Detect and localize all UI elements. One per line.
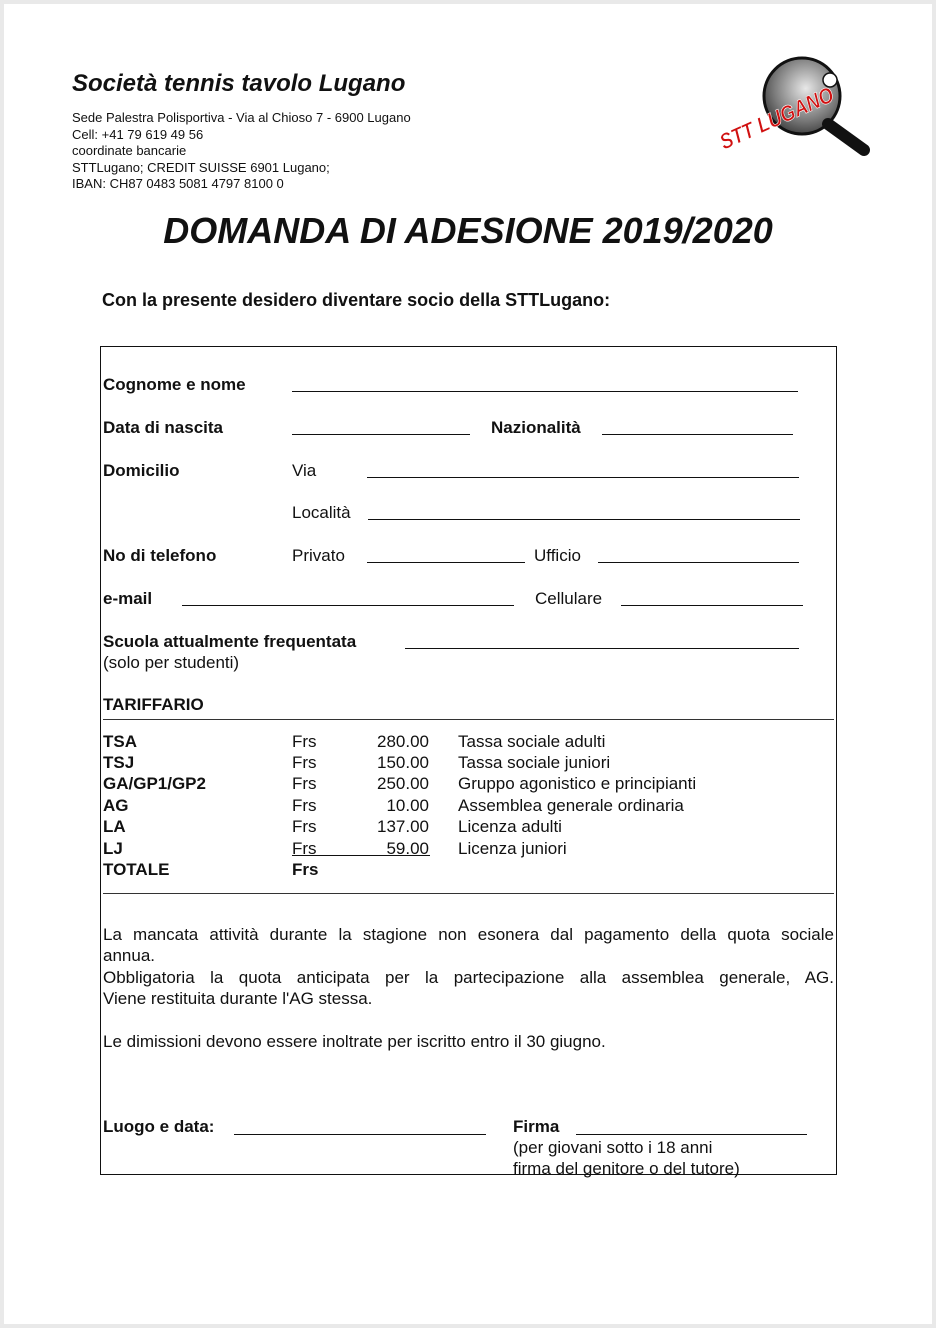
tariff-description: Gruppo agonistico e principianti	[458, 774, 697, 793]
mobile-label: Cellulare	[535, 589, 603, 608]
place-date-label: Luogo e data:	[103, 1117, 215, 1136]
street-field[interactable]	[367, 477, 799, 478]
phone-label: No di telefono	[103, 546, 217, 565]
private-phone-label: Privato	[292, 546, 345, 565]
office-phone-field[interactable]	[598, 562, 799, 563]
school-note: (solo per studenti)	[103, 653, 240, 672]
tariff-currency: Frs	[292, 774, 317, 793]
school-label: Scuola attualmente frequentata	[103, 632, 357, 651]
note-assembly-refund: Viene restituita durante l'AG stessa.	[103, 989, 373, 1008]
birthdate-label: Data di nascita	[103, 418, 223, 437]
document-title: DOMANDA DI ADESIONE 2019/2020	[163, 210, 773, 251]
tariff-currency: Frs	[292, 796, 317, 815]
tariff-code: LA	[103, 817, 126, 836]
signature-field[interactable]	[576, 1134, 807, 1135]
svg-text:STT LUGANO: STT LUGANO	[715, 73, 857, 155]
email-field[interactable]	[182, 605, 514, 606]
intro-text: Con la presente desidero diventare socio della STTLugano:	[102, 290, 611, 310]
tariff-currency: Frs	[292, 753, 317, 772]
note-activity-cont: annua.	[103, 946, 155, 965]
stt-lugano-logo	[704, 50, 874, 160]
bank-line: STTLugano; CREDIT SUISSE 6901 Lugano;	[72, 160, 330, 175]
tariff-amount: 250.00	[377, 774, 429, 793]
document-page	[4, 4, 932, 1324]
place-date-field[interactable]	[234, 1134, 486, 1135]
application-form	[100, 346, 837, 1178]
mobile-field[interactable]	[621, 605, 803, 606]
tariff-currency: Frs	[292, 732, 317, 751]
note-resignation: Le dimissioni devono essere inoltrate per iscritto entro il 30 giugno.	[103, 1032, 606, 1051]
total-label: TOTALE	[103, 860, 170, 879]
school-field[interactable]	[405, 648, 799, 649]
office-phone-label: Ufficio	[534, 546, 581, 565]
tariff-currency: Frs	[292, 817, 317, 836]
total-currency: Frs	[292, 860, 319, 879]
tariff-description: Licenza adulti	[458, 817, 562, 836]
name-label: Cognome e nome	[103, 375, 246, 394]
tariff-amount: 150.00	[377, 753, 429, 772]
tariff-amount: 59.00	[386, 839, 429, 858]
tariff-code: TSA	[103, 732, 137, 751]
bank-label: coordinate bancarie	[72, 143, 187, 158]
tariff-description: Assemblea generale ordinaria	[458, 796, 684, 815]
signature-note-cont: firma del genitore o del tutore)	[513, 1159, 740, 1178]
note-assembly-fee: Obbligatoria la quota anticipata per la partecipazione alla assemblea generale, AG.	[103, 968, 834, 987]
nationality-label: Nazionalità	[491, 418, 581, 437]
locality-field[interactable]	[368, 519, 800, 520]
tariff-amount: 137.00	[377, 817, 429, 836]
email-label: e-mail	[103, 589, 153, 608]
name-field[interactable]	[292, 391, 798, 392]
tariff-heading: TARIFFARIO	[103, 695, 204, 714]
address-line: Sede Palestra Polisportiva - Via al Chioso 7 - 6900 Lugano	[72, 110, 411, 125]
sum-underline	[292, 855, 430, 856]
organization-name: Società tennis tavolo Lugano	[72, 70, 406, 97]
cell-line: Cell: +41 79 619 49 56	[72, 127, 204, 142]
street-label: Via	[292, 461, 317, 480]
signature-note: (per giovani sotto i 18 anni	[513, 1138, 713, 1157]
tariff-description: Tassa sociale adulti	[458, 732, 606, 751]
tariff-top-divider	[103, 719, 834, 720]
tariff-code: TSJ	[103, 753, 135, 772]
tariff-code: LJ	[103, 839, 123, 858]
private-phone-field[interactable]	[367, 562, 525, 563]
tariff-description: Tassa sociale juniori	[458, 753, 611, 772]
birthdate-field[interactable]	[292, 434, 470, 435]
locality-label: Località	[292, 503, 351, 522]
tariff-code: AG	[103, 796, 129, 815]
tariff-bottom-divider	[103, 893, 834, 894]
tariff-amount: 10.00	[386, 796, 429, 815]
tariff-code: GA/GP1/GP2	[103, 774, 206, 793]
nationality-field[interactable]	[602, 434, 793, 435]
note-activity: La mancata attività durante la stagione non esonera dal pagamento della quota sociale	[103, 925, 834, 944]
iban-line: IBAN: CH87 0483 5081 4797 8100 0	[72, 176, 284, 191]
tariff-amount: 280.00	[377, 732, 429, 751]
domicile-label: Domicilio	[103, 461, 180, 480]
tariff-currency: Frs	[292, 839, 317, 858]
signature-label: Firma	[513, 1117, 560, 1136]
tariff-description: Licenza juniori	[458, 839, 567, 858]
